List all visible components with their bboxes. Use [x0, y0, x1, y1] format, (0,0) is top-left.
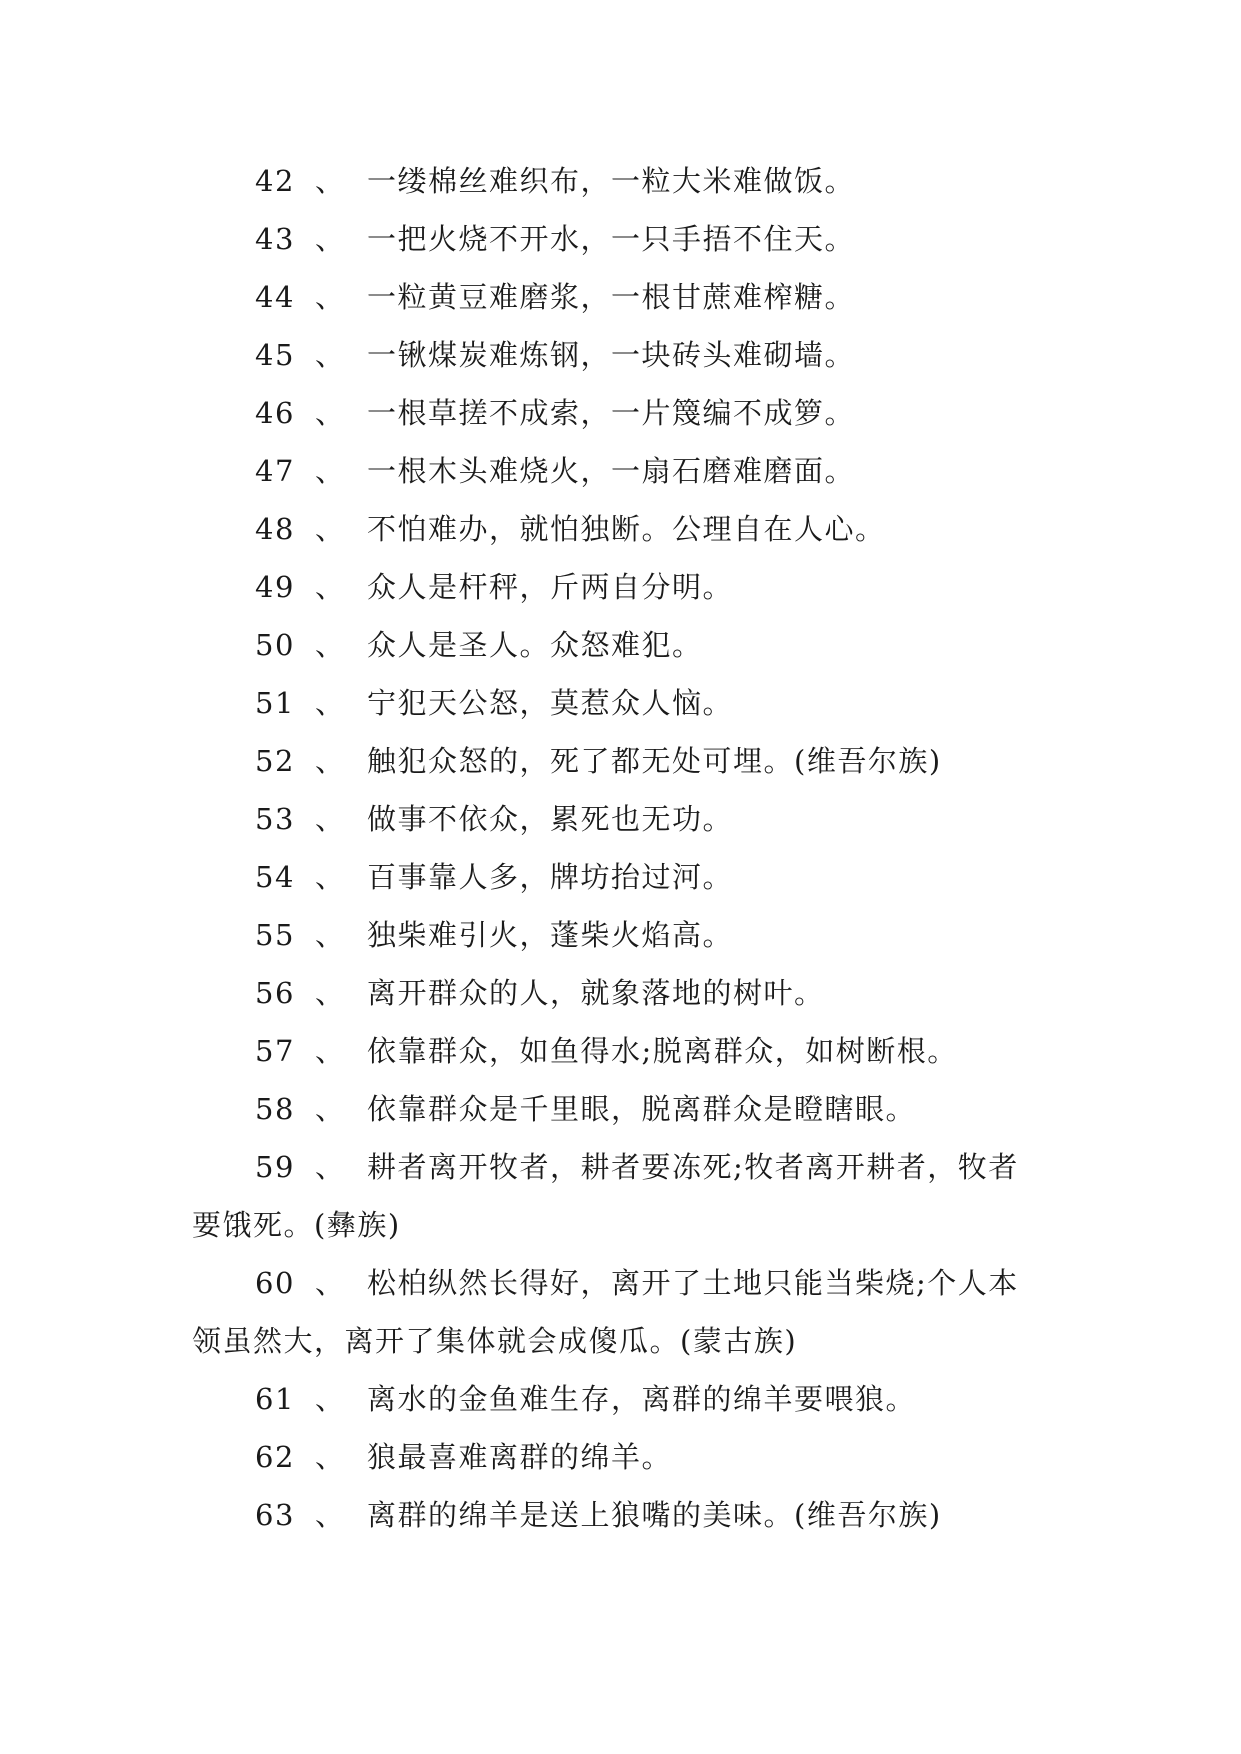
item-separator: 、	[315, 396, 346, 430]
item-separator: 、	[315, 918, 346, 952]
item-separator: 、	[315, 1382, 346, 1416]
item-separator: 、	[315, 512, 346, 546]
item-text: 依靠群众是千里眼，脱离群众是瞪瞎眼。	[367, 1092, 917, 1126]
list-item	[192, 790, 1052, 848]
item-separator: 、	[315, 570, 346, 604]
list-item-first-line	[192, 1138, 1052, 1196]
item-text: 一根木头难烧火，一扇石磨难磨面。	[367, 454, 856, 488]
item-separator: 、	[315, 744, 346, 778]
item-text: 一根草搓不成索，一片篾编不成箩。	[367, 396, 856, 430]
item-separator: 、	[315, 1034, 346, 1068]
item-number: 57	[255, 1034, 295, 1068]
list-item	[192, 442, 1052, 500]
item-number: 42	[255, 164, 295, 198]
item-number: 56	[255, 976, 295, 1010]
item-number: 45	[255, 338, 295, 372]
item-separator: 、	[315, 222, 346, 256]
item-text: 百事靠人多，牌坊抬过河。	[367, 860, 734, 894]
list-item	[192, 1080, 1052, 1138]
item-number: 54	[255, 860, 295, 894]
item-separator: 、	[315, 802, 346, 836]
item-number: 61	[255, 1382, 295, 1416]
item-separator: 、	[315, 628, 346, 662]
list-item	[192, 1428, 1052, 1486]
proverb-list	[192, 152, 1052, 1544]
item-text: 触犯众怒的，死了都无处可埋。(维吾尔族)	[367, 744, 942, 778]
item-separator: 、	[315, 1440, 346, 1474]
item-number: 51	[255, 686, 295, 720]
list-item	[192, 906, 1052, 964]
list-item	[192, 674, 1052, 732]
item-number: 48	[255, 512, 295, 546]
item-text: 宁犯天公怒，莫惹众人恼。	[367, 686, 734, 720]
item-number: 60	[255, 1266, 295, 1300]
item-separator: 、	[315, 1150, 346, 1184]
list-item	[192, 848, 1052, 906]
list-item	[192, 558, 1052, 616]
list-item	[192, 1486, 1052, 1544]
item-separator: 、	[315, 280, 346, 314]
list-item	[192, 964, 1052, 1022]
item-separator: 、	[315, 164, 346, 198]
item-number: 53	[255, 802, 295, 836]
list-item	[192, 1370, 1052, 1428]
item-text: 一缕棉丝难织布，一粒大米难做饭。	[367, 164, 856, 198]
item-number: 63	[255, 1498, 295, 1532]
item-number: 58	[255, 1092, 295, 1126]
item-text: 众人是杆秤，斤两自分明。	[367, 570, 734, 604]
list-item-first-line	[192, 1254, 1052, 1312]
item-text: 狼最喜难离群的绵羊。	[367, 1440, 673, 1474]
item-number: 50	[255, 628, 295, 662]
item-separator: 、	[315, 1266, 346, 1300]
item-separator: 、	[315, 1498, 346, 1532]
list-item-continuation: 领虽然大，离开了集体就会成傻瓜。(蒙古族)	[192, 1324, 798, 1358]
list-item	[192, 384, 1052, 442]
list-item-continuation: 要饿死。(彝族)	[192, 1208, 401, 1242]
item-separator: 、	[315, 686, 346, 720]
item-separator: 、	[315, 338, 346, 372]
item-number: 47	[255, 454, 295, 488]
list-item	[192, 616, 1052, 674]
item-text: 做事不依众，累死也无功。	[367, 802, 734, 836]
list-item	[192, 326, 1052, 384]
item-number: 46	[255, 396, 295, 430]
list-item	[192, 1022, 1052, 1080]
item-number: 43	[255, 222, 295, 256]
item-text: 一粒黄豆难磨浆，一根甘蔗难榨糖。	[367, 280, 856, 314]
item-text: 一把火烧不开水，一只手捂不住天。	[367, 222, 856, 256]
item-number: 55	[255, 918, 295, 952]
item-separator: 、	[315, 454, 346, 488]
item-separator: 、	[315, 1092, 346, 1126]
list-item	[192, 1138, 1052, 1254]
item-text: 独柴难引火，蓬柴火焰高。	[367, 918, 734, 952]
item-number: 62	[255, 1440, 295, 1474]
item-separator: 、	[315, 860, 346, 894]
item-number: 44	[255, 280, 295, 314]
list-item	[192, 732, 1052, 790]
item-text: 离水的金鱼难生存，离群的绵羊要喂狼。	[367, 1382, 917, 1416]
list-item	[192, 1254, 1052, 1370]
item-number: 52	[255, 744, 295, 778]
item-text: 一锹煤炭难炼钢，一块砖头难砌墙。	[367, 338, 856, 372]
item-text: 松柏纵然长得好，离开了土地只能当柴烧;个人本	[367, 1266, 1019, 1300]
item-text: 离群的绵羊是送上狼嘴的美味。(维吾尔族)	[367, 1498, 942, 1532]
list-item	[192, 268, 1052, 326]
item-text: 不怕难办，就怕独断。公理自在人心。	[367, 512, 886, 546]
item-number: 49	[255, 570, 295, 604]
item-text: 众人是圣人。众怒难犯。	[367, 628, 703, 662]
item-text: 离开群众的人，就象落地的树叶。	[367, 976, 825, 1010]
list-item	[192, 210, 1052, 268]
list-item	[192, 152, 1052, 210]
item-number: 59	[255, 1150, 295, 1184]
item-separator: 、	[315, 976, 346, 1010]
list-item	[192, 500, 1052, 558]
item-text: 耕者离开牧者，耕者要冻死;牧者离开耕者，牧者	[367, 1150, 1019, 1184]
item-text: 依靠群众，如鱼得水;脱离群众，如树断根。	[367, 1034, 958, 1068]
